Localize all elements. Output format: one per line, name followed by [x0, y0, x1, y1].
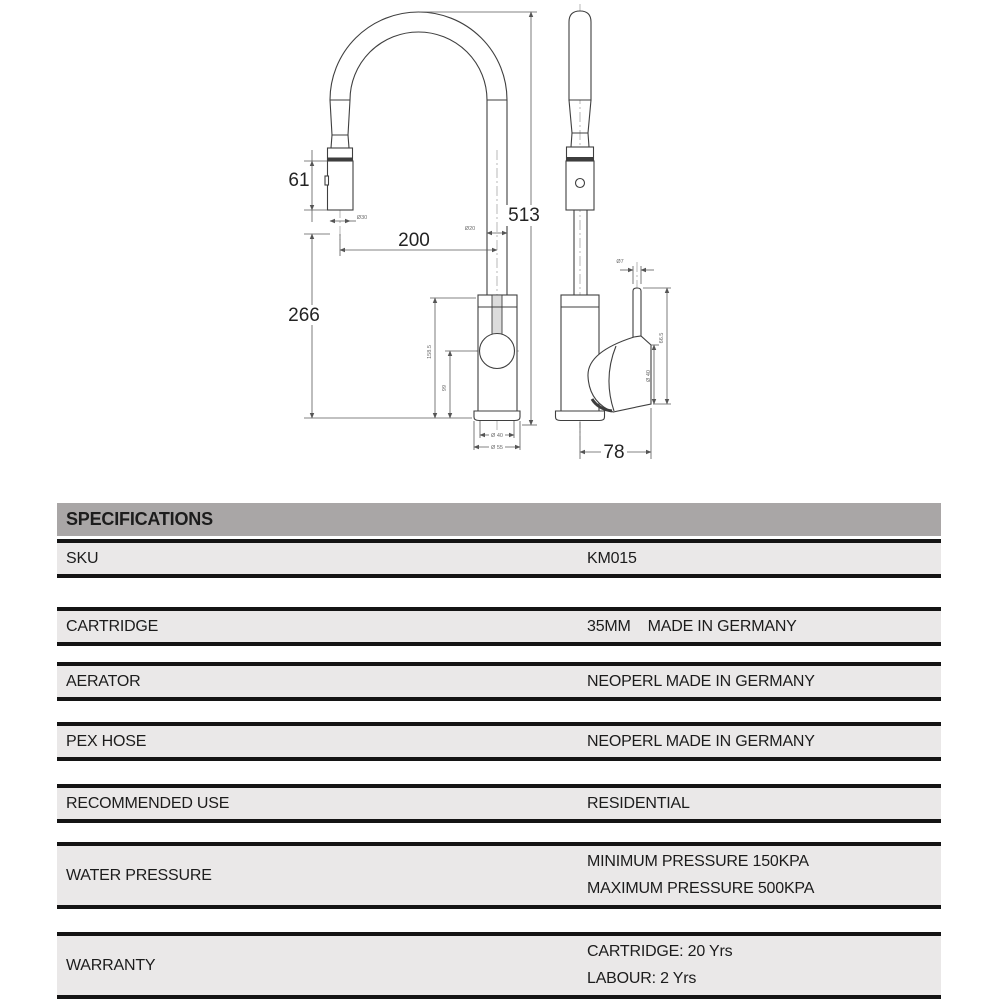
specifications-table: [57, 503, 941, 999]
specifications-title: SPECIFICATIONS: [66, 509, 213, 529]
dim-overall-height: 513: [508, 205, 540, 226]
row-label: WARRANTY: [66, 956, 156, 974]
dim-body-height: 158.5: [427, 345, 433, 359]
sprayer-button: [576, 179, 585, 188]
row-value-line: NEOPERL MADE IN GERMANY: [587, 732, 815, 750]
dim-handle-center-height: 99: [442, 384, 448, 392]
table-row: [57, 607, 941, 646]
row-value-line: KM015: [587, 549, 637, 567]
row-label: WATER PRESSURE: [66, 866, 212, 884]
handle-lever: [633, 288, 641, 337]
dim-spray-head-height: 61: [288, 170, 310, 191]
row-values: [587, 788, 941, 819]
row-value-line: CARTRIDGE: 20 Yrs: [587, 943, 733, 960]
spec-rows: [57, 539, 941, 999]
dim-handle-projection: 78: [603, 442, 625, 463]
table-row: [57, 932, 941, 999]
table-row: [57, 662, 941, 701]
dim-spout-clearance: 266: [288, 305, 320, 326]
row-label: PEX HOSE: [66, 732, 147, 750]
dim-spout-tube-dia: Ø20: [464, 226, 476, 232]
row-values: [587, 726, 941, 757]
row-values: [587, 666, 941, 697]
row-values: [587, 543, 941, 574]
row-value-line: NEOPERL MADE IN GERMANY: [587, 672, 815, 690]
row-label: RECOMMENDED USE: [66, 794, 230, 812]
table-row: [57, 722, 941, 761]
row-value-line: LABOUR: 2 Yrs: [587, 970, 697, 987]
row-values: [587, 611, 941, 642]
row-label: AERATOR: [66, 672, 141, 690]
dim-handle-rod-dia: Ø7: [616, 259, 624, 265]
row-value-line: MINIMUM PRESSURE 150KPA: [587, 853, 809, 870]
row-label: SKU: [66, 549, 99, 567]
dim-flange-dia: Ø 55: [491, 445, 503, 451]
row-values: [587, 846, 941, 905]
table-row: [57, 842, 941, 909]
row-value-line: MAXIMUM PRESSURE 500KPA: [587, 880, 815, 897]
technical-drawing: [0, 0, 1000, 470]
row-value-line: 35MM MADE IN GERMANY: [587, 617, 797, 635]
dim-spray-outlet-dia: Ø30: [356, 215, 368, 221]
dim-handle-body-dia: Ø 40: [646, 370, 652, 382]
table-row: [57, 539, 941, 578]
table-row: [57, 784, 941, 823]
row-values: [587, 936, 941, 995]
dim-base-dia: Ø 40: [491, 433, 503, 439]
row-value-line: RESIDENTIAL: [587, 794, 690, 812]
specifications-header: [57, 503, 941, 536]
faucet-front-view: [556, 4, 652, 440]
faucet-side-view: [325, 12, 520, 436]
row-label: CARTRIDGE: [66, 617, 159, 635]
dim-spout-reach: 200: [398, 230, 430, 251]
dim-handle-height: 66.5: [659, 332, 665, 344]
